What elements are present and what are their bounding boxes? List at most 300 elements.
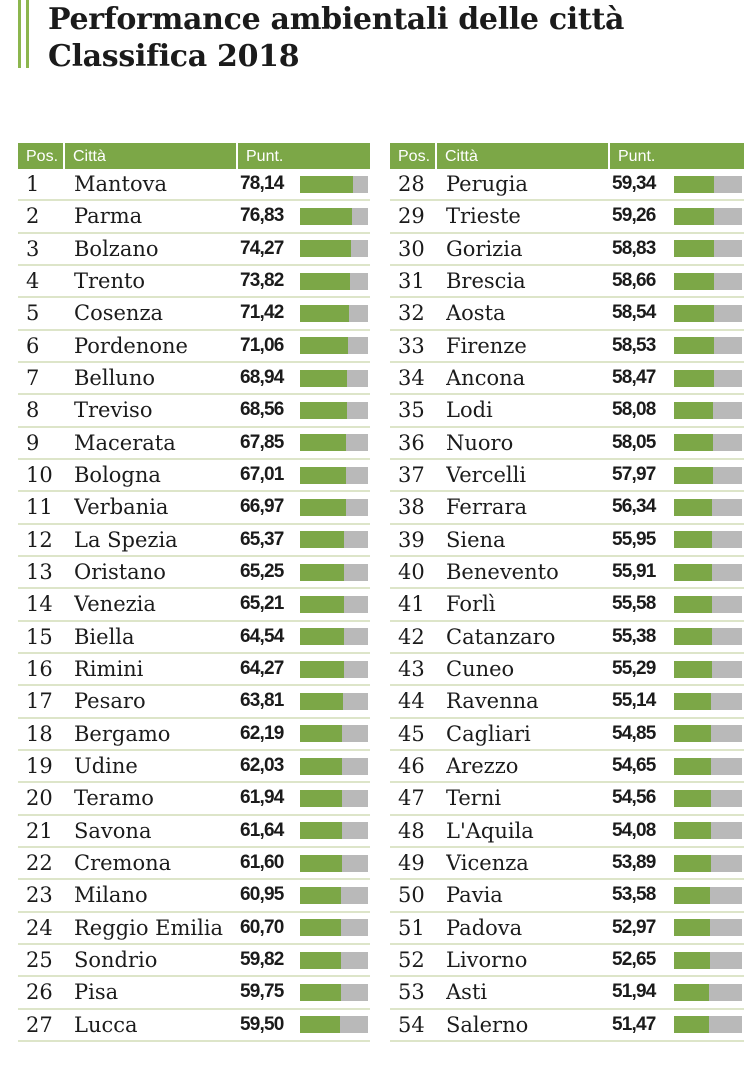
city-name: Ferrara <box>446 495 528 520</box>
score-bar <box>300 661 368 678</box>
score-value: 58,08 <box>612 399 656 421</box>
score-value: 56,34 <box>612 496 656 518</box>
score-bar-fill <box>674 337 714 354</box>
table-row <box>18 460 370 492</box>
score-bar <box>674 531 742 548</box>
score-bar <box>300 919 368 936</box>
score-value: 61,94 <box>240 787 284 809</box>
position-value: 31 <box>398 269 425 294</box>
score-bar <box>674 273 742 290</box>
score-bar-fill <box>674 305 714 322</box>
city-name: Lodi <box>446 398 493 423</box>
score-bar-fill <box>300 176 353 193</box>
score-bar <box>674 176 742 193</box>
city-name: Mantova <box>74 172 168 197</box>
city-name: Ancona <box>446 366 526 391</box>
city-name: Oristano <box>74 560 166 585</box>
table-row <box>18 525 370 557</box>
score-value: 53,58 <box>612 884 656 906</box>
position-value: 36 <box>398 430 425 455</box>
city-name: Catanzaro <box>446 624 556 649</box>
score-bar <box>300 855 368 872</box>
table-row <box>18 169 370 201</box>
score-bar-fill <box>674 725 711 742</box>
score-bar <box>674 984 742 1001</box>
table-row <box>390 719 744 751</box>
position-value: 28 <box>398 172 425 197</box>
position-value: 9 <box>26 430 40 455</box>
score-bar-fill <box>674 661 712 678</box>
table-row <box>390 460 744 492</box>
score-bar-fill <box>674 790 711 807</box>
position-value: 39 <box>398 527 425 552</box>
table-row <box>390 492 744 524</box>
score-bar-fill <box>300 855 342 872</box>
city-name: Treviso <box>74 398 153 423</box>
position-value: 14 <box>26 592 53 617</box>
score-bar-fill <box>300 240 351 257</box>
table-row <box>390 880 744 912</box>
score-value: 51,94 <box>612 981 656 1003</box>
score-bar-fill <box>300 467 346 484</box>
score-bar <box>300 1016 368 1033</box>
score-value: 59,82 <box>240 949 284 971</box>
position-value: 1 <box>26 172 40 197</box>
score-bar <box>674 887 742 904</box>
city-name: Cosenza <box>74 301 164 326</box>
table-row <box>18 913 370 945</box>
score-value: 58,05 <box>612 431 656 453</box>
title-accent-rules <box>18 0 29 68</box>
city-name: Milano <box>74 883 148 908</box>
city-name: Vicenza <box>446 851 529 876</box>
position-value: 50 <box>398 883 425 908</box>
table-row <box>390 1010 744 1042</box>
position-value: 11 <box>26 495 53 520</box>
position-value: 4 <box>26 269 40 294</box>
table-row <box>18 816 370 848</box>
score-value: 52,65 <box>612 949 656 971</box>
accent-rule-right <box>26 0 29 68</box>
score-value: 60,70 <box>240 916 284 938</box>
city-name: Bologna <box>74 463 161 488</box>
score-bar-fill <box>674 596 712 613</box>
city-name: Trieste <box>446 204 521 229</box>
score-bar <box>674 337 742 354</box>
score-value: 58,66 <box>612 270 656 292</box>
position-value: 23 <box>26 883 53 908</box>
score-value: 58,83 <box>612 237 656 259</box>
table-row <box>390 331 744 363</box>
table-row <box>18 751 370 783</box>
position-value: 41 <box>398 592 425 617</box>
score-bar-fill <box>674 434 713 451</box>
score-bar <box>674 790 742 807</box>
table-row <box>390 557 744 589</box>
score-bar-fill <box>300 725 342 742</box>
score-bar <box>300 208 368 225</box>
position-value: 44 <box>398 689 425 714</box>
table-row <box>390 298 744 330</box>
score-bar <box>300 434 368 451</box>
score-bar-fill <box>300 337 348 354</box>
score-value: 58,53 <box>612 334 656 356</box>
column-header-city: Città <box>65 143 236 169</box>
score-value: 59,34 <box>612 173 656 195</box>
score-bar <box>674 434 742 451</box>
position-value: 21 <box>26 818 53 843</box>
table-row <box>18 1010 370 1042</box>
score-bar-fill <box>674 240 714 257</box>
score-bar <box>300 402 368 419</box>
accent-rule-left <box>18 0 21 68</box>
table-body-left <box>18 169 370 1042</box>
score-value: 55,38 <box>612 625 656 647</box>
position-value: 24 <box>26 915 53 940</box>
score-bar <box>300 952 368 969</box>
city-name: Verbania <box>74 495 169 520</box>
score-bar <box>674 1016 742 1033</box>
score-bar <box>300 628 368 645</box>
column-header-score: Punt. <box>610 143 744 169</box>
city-name: Lucca <box>74 1012 138 1037</box>
score-bar <box>674 725 742 742</box>
score-value: 68,56 <box>240 399 284 421</box>
position-value: 20 <box>26 786 53 811</box>
score-bar-fill <box>674 208 714 225</box>
score-bar-fill <box>674 531 712 548</box>
city-name: Bolzano <box>74 236 159 261</box>
score-value: 58,54 <box>612 302 656 324</box>
table-row <box>390 751 744 783</box>
position-value: 26 <box>26 980 53 1005</box>
city-name: Savona <box>74 818 152 843</box>
table-row <box>18 977 370 1009</box>
table-row <box>390 783 744 815</box>
position-value: 34 <box>398 366 425 391</box>
score-bar <box>674 693 742 710</box>
score-bar-fill <box>300 434 346 451</box>
position-value: 10 <box>26 463 53 488</box>
city-name: Trento <box>74 269 146 294</box>
score-bar-fill <box>674 628 712 645</box>
score-bar-fill <box>300 952 341 969</box>
position-value: 42 <box>398 624 425 649</box>
position-value: 19 <box>26 754 53 779</box>
position-value: 2 <box>26 204 40 229</box>
score-bar-fill <box>300 402 347 419</box>
score-value: 62,03 <box>240 755 284 777</box>
score-value: 71,42 <box>240 302 284 324</box>
city-name: Padova <box>446 915 523 940</box>
score-bar <box>674 240 742 257</box>
score-value: 55,91 <box>612 561 656 583</box>
score-bar-fill <box>674 176 714 193</box>
city-name: Vercelli <box>446 463 527 488</box>
score-value: 68,94 <box>240 367 284 389</box>
city-name: Cagliari <box>446 721 531 746</box>
score-bar-fill <box>300 531 344 548</box>
score-value: 63,81 <box>240 690 284 712</box>
score-bar <box>674 758 742 775</box>
score-bar-fill <box>674 1016 709 1033</box>
score-bar <box>300 984 368 1001</box>
position-value: 25 <box>26 948 53 973</box>
score-bar <box>674 402 742 419</box>
table-row <box>390 234 744 266</box>
score-bar <box>674 822 742 839</box>
table-body-right <box>390 169 744 1042</box>
city-name: Gorizia <box>446 236 523 261</box>
position-value: 52 <box>398 948 425 973</box>
score-value: 60,95 <box>240 884 284 906</box>
score-bar <box>674 467 742 484</box>
table-row <box>18 783 370 815</box>
table-row <box>390 395 744 427</box>
position-value: 27 <box>26 1012 53 1037</box>
table-row <box>390 945 744 977</box>
position-value: 49 <box>398 851 425 876</box>
city-name: Teramo <box>74 786 154 811</box>
table-row <box>18 331 370 363</box>
table-row <box>18 298 370 330</box>
table-row <box>18 557 370 589</box>
score-bar-fill <box>300 628 344 645</box>
position-value: 3 <box>26 236 40 261</box>
table-row <box>390 977 744 1009</box>
ranking-table-right <box>390 143 744 1042</box>
position-value: 43 <box>398 657 425 682</box>
city-name: Forlì <box>446 592 496 617</box>
score-bar <box>300 273 368 290</box>
city-name: Livorno <box>446 948 528 973</box>
score-bar <box>300 596 368 613</box>
score-value: 54,08 <box>612 819 656 841</box>
score-bar-fill <box>674 758 711 775</box>
score-bar-fill <box>300 822 342 839</box>
score-bar-fill <box>300 273 350 290</box>
city-name: Pisa <box>74 980 119 1005</box>
city-name: Nuoro <box>446 430 514 455</box>
score-bar <box>300 758 368 775</box>
column-header-city: Città <box>437 143 608 169</box>
position-value: 17 <box>26 689 53 714</box>
table-row <box>390 201 744 233</box>
city-name: Cremona <box>74 851 172 876</box>
score-bar <box>300 240 368 257</box>
score-bar-fill <box>674 919 710 936</box>
table-header-row <box>390 143 744 169</box>
column-header-score: Punt. <box>238 143 370 169</box>
score-value: 73,82 <box>240 270 284 292</box>
table-row <box>390 428 744 460</box>
score-bar <box>300 822 368 839</box>
score-bar <box>674 208 742 225</box>
score-bar <box>674 952 742 969</box>
score-bar <box>300 305 368 322</box>
score-bar <box>300 467 368 484</box>
score-bar <box>300 531 368 548</box>
position-value: 15 <box>26 624 53 649</box>
score-value: 64,54 <box>240 625 284 647</box>
score-bar-fill <box>300 887 341 904</box>
score-bar-fill <box>674 855 711 872</box>
score-value: 55,29 <box>612 658 656 680</box>
score-bar-fill <box>674 952 710 969</box>
position-value: 46 <box>398 754 425 779</box>
city-name: Brescia <box>446 269 526 294</box>
score-value: 67,01 <box>240 464 284 486</box>
table-header-row <box>18 143 370 169</box>
score-bar-fill <box>300 370 347 387</box>
score-bar <box>674 499 742 516</box>
city-name: Firenze <box>446 333 527 358</box>
score-value: 54,85 <box>612 722 656 744</box>
table-row <box>390 266 744 298</box>
score-bar <box>300 887 368 904</box>
position-value: 53 <box>398 980 425 1005</box>
score-bar <box>300 176 368 193</box>
page-title-line1: Performance ambientali delle città <box>48 2 625 37</box>
score-value: 65,21 <box>240 593 284 615</box>
city-name: Perugia <box>446 172 528 197</box>
table-row <box>18 266 370 298</box>
table-row <box>390 622 744 654</box>
score-value: 51,47 <box>612 1013 656 1035</box>
city-name: L'Aquila <box>446 818 534 843</box>
city-name: Venezia <box>74 592 156 617</box>
city-name: Biella <box>74 624 135 649</box>
position-value: 51 <box>398 915 425 940</box>
score-bar-fill <box>674 499 712 516</box>
score-bar-fill <box>300 758 342 775</box>
position-value: 35 <box>398 398 425 423</box>
city-name: Asti <box>446 980 488 1005</box>
score-value: 76,83 <box>240 205 284 227</box>
city-name: Belluno <box>74 366 155 391</box>
score-value: 65,37 <box>240 528 284 550</box>
table-row <box>18 492 370 524</box>
score-value: 54,56 <box>612 787 656 809</box>
table-row <box>18 848 370 880</box>
table-row <box>390 363 744 395</box>
score-value: 57,97 <box>612 464 656 486</box>
city-name: Arezzo <box>446 754 519 779</box>
score-bar <box>674 564 742 581</box>
score-value: 71,06 <box>240 334 284 356</box>
city-name: Terni <box>446 786 502 811</box>
position-value: 54 <box>398 1012 425 1037</box>
table-row <box>390 848 744 880</box>
score-bar-fill <box>674 402 713 419</box>
table-row <box>18 622 370 654</box>
position-value: 48 <box>398 818 425 843</box>
score-value: 55,14 <box>612 690 656 712</box>
table-row <box>18 945 370 977</box>
city-name: Parma <box>74 204 143 229</box>
position-value: 12 <box>26 527 53 552</box>
score-bar <box>300 564 368 581</box>
score-bar <box>674 596 742 613</box>
score-bar <box>300 337 368 354</box>
score-bar <box>674 855 742 872</box>
score-bar-fill <box>300 208 352 225</box>
city-name: Ravenna <box>446 689 539 714</box>
table-row <box>18 428 370 460</box>
city-name: Pavia <box>446 883 503 908</box>
city-name: Aosta <box>446 301 506 326</box>
score-bar-fill <box>300 661 344 678</box>
score-bar-fill <box>674 273 714 290</box>
table-row <box>390 654 744 686</box>
score-bar <box>300 370 368 387</box>
page-title-line2: Classifica 2018 <box>48 39 300 74</box>
position-value: 29 <box>398 204 425 229</box>
score-bar <box>300 693 368 710</box>
score-value: 55,95 <box>612 528 656 550</box>
position-value: 30 <box>398 236 425 261</box>
position-value: 7 <box>26 366 40 391</box>
score-bar-fill <box>300 790 342 807</box>
table-row <box>18 880 370 912</box>
position-value: 13 <box>26 560 53 585</box>
table-row <box>390 589 744 621</box>
score-value: 67,85 <box>240 431 284 453</box>
city-name: Bergamo <box>74 721 171 746</box>
score-bar-fill <box>674 887 710 904</box>
position-value: 16 <box>26 657 53 682</box>
column-header-pos: Pos. <box>390 143 435 169</box>
score-bar-fill <box>300 693 343 710</box>
table-row <box>390 169 744 201</box>
page-title <box>48 1 624 75</box>
score-bar <box>300 725 368 742</box>
score-bar-fill <box>300 305 349 322</box>
position-value: 8 <box>26 398 40 423</box>
position-value: 45 <box>398 721 425 746</box>
score-value: 58,47 <box>612 367 656 389</box>
score-bar-fill <box>300 564 344 581</box>
score-value: 55,58 <box>612 593 656 615</box>
score-value: 62,19 <box>240 722 284 744</box>
score-value: 54,65 <box>612 755 656 777</box>
score-value: 64,27 <box>240 658 284 680</box>
score-bar-fill <box>674 467 713 484</box>
score-value: 61,64 <box>240 819 284 841</box>
position-value: 47 <box>398 786 425 811</box>
score-bar-fill <box>300 1016 340 1033</box>
city-name: Pesaro <box>74 689 146 714</box>
city-name: Benevento <box>446 560 559 585</box>
score-value: 65,25 <box>240 561 284 583</box>
table-row <box>18 686 370 718</box>
score-value: 78,14 <box>240 173 284 195</box>
score-bar-fill <box>300 919 341 936</box>
score-bar-fill <box>300 984 341 1001</box>
score-value: 52,97 <box>612 916 656 938</box>
table-row <box>18 589 370 621</box>
score-bar-fill <box>300 499 346 516</box>
position-value: 18 <box>26 721 53 746</box>
score-bar <box>300 790 368 807</box>
score-value: 59,26 <box>612 205 656 227</box>
score-value: 74,27 <box>240 237 284 259</box>
table-row <box>390 913 744 945</box>
table-row <box>18 719 370 751</box>
table-row <box>18 201 370 233</box>
position-value: 6 <box>26 333 40 358</box>
city-name: Sondrio <box>74 948 158 973</box>
